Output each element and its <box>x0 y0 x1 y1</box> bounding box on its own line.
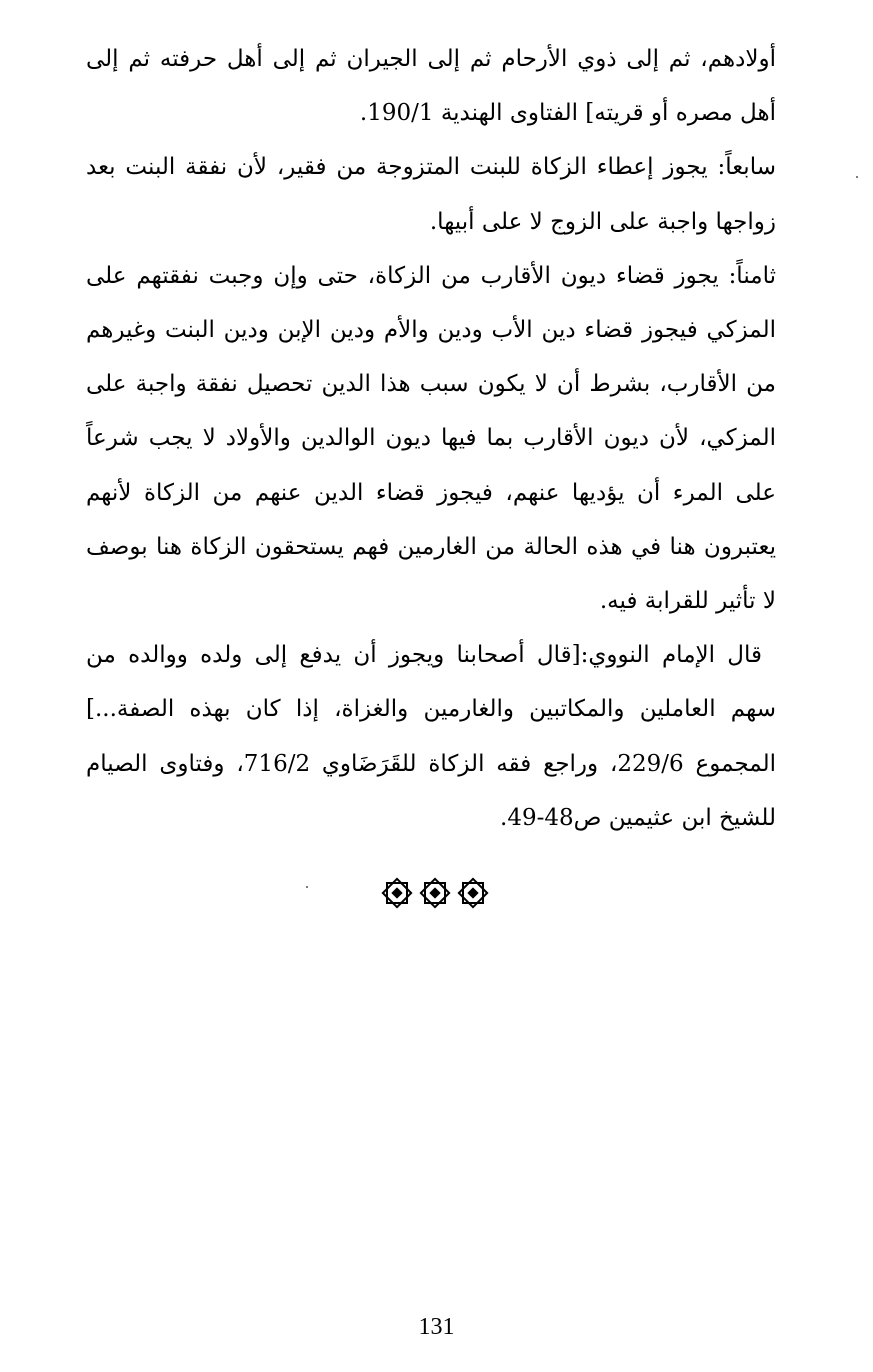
scan-speck <box>306 886 308 888</box>
body-text <box>86 32 776 845</box>
star-ornament-icon <box>380 876 414 910</box>
paragraph-3: ثامناً: يجوز قضاء ديون الأقارب من الزكاة، حتى وإن وجبت نفقتهم على المزكي فيجوز قضاء دين الأب ودين والأم ودين الإبن ودين البنت وغيرهم من الأقارب، بشرط أن لا يكون سبب هذا الدين تحصيل نفقة واجبة على المزكي، لأن ديون الأقارب بما فيها ديون الوالدين والأولاد لا يجب شرعاً على المرء أن يؤديها عنهم، فيجوز قضاء الدين عنهم من الزكاة لأنهم يعتبرون هنا في هذه الحالة من الغارمين فهم يستحقون الزكاة هنا بوصف لا تأثير للقرابة فيه. <box>86 262 776 615</box>
paragraph-4: قال الإمام النووي:[قال أصحابنا ويجوز أن يدفع إلى ولده ووالده من سهم العاملين والمكاتبين والغارمين والغزاة، إذا كان بهذه الصفة...] المجموع 229/6، وراجع فقه الزكاة للقَرَضَاوي 716/2، وفتاوى الصيام للشيخ ابن عثيمين ص48-49. <box>86 642 776 831</box>
section-ornament <box>380 873 490 913</box>
scan-speck <box>856 176 858 178</box>
paragraph-1: أولادهم، ثم إلى ذوي الأرحام ثم إلى الجيران ثم إلى أهل حرفته ثم إلى أهل مصره أو قريته] الفتاوى الهندية 190/1. <box>86 46 776 127</box>
paragraph-2: سابعاً: يجوز إعطاء الزكاة للبنت المتزوجة من فقير، لأن نفقة البنت بعد زواجها واجبة على الزوج لا على أبيها. <box>86 154 776 235</box>
page-number: 131 <box>418 1314 455 1340</box>
star-ornament-icon <box>418 876 452 910</box>
star-ornament-icon <box>456 876 490 910</box>
